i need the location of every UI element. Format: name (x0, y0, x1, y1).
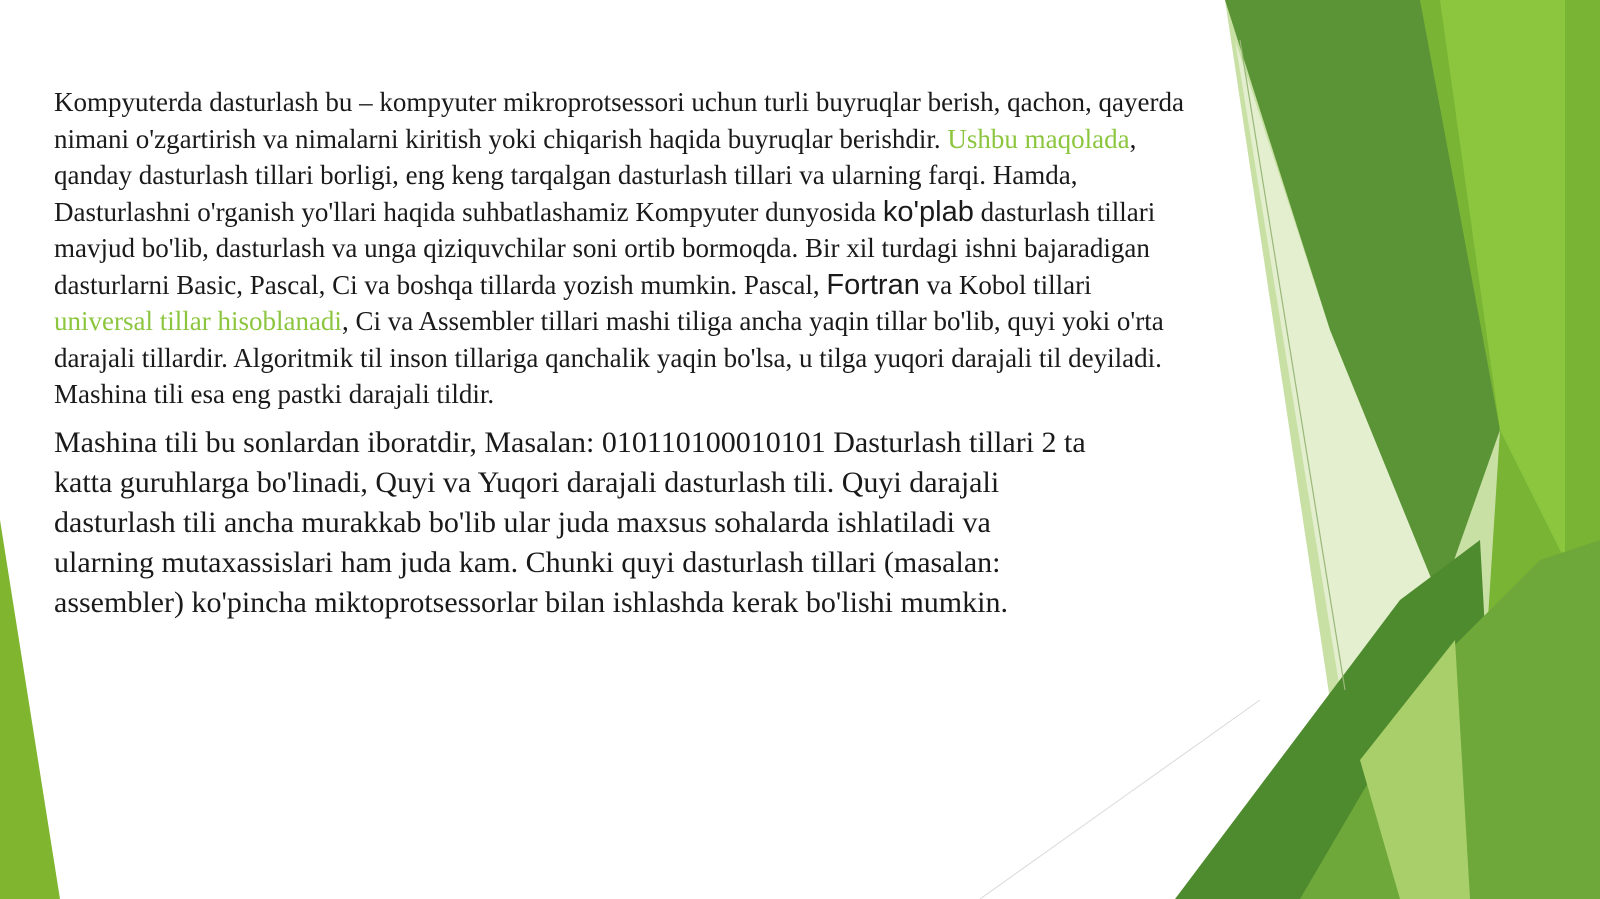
paragraph-machine-language: Mashina tili bu sonlardan iboratdir, Masalan: 010110100010101 Dasturlash tillari 2 ta katta guruhlarga bo'linadi, Quyi va Yuqori darajali dasturlash tili. Quyi darajali dasturlash tili ancha murakkab bo'lib ular juda maxsus sohalarda ishlatiladi va ularning mutaxassislari ham juda kam. Chunki quyi dasturlash tillari (masalan: assembler) ko'pincha miktoprotsessorlar bilan ishlashda kerak bo'lishi mumkin. (54, 425, 1086, 619)
slide-content (54, 84, 1194, 623)
link-ushbu-maqolada[interactable]: Ushbu maqolada (947, 123, 1130, 154)
word-koplab: ko'plab (882, 195, 974, 228)
word-fortran: Fortran (826, 268, 920, 301)
text-segment: dasturlash tillari mavjud bo'lib, dasturlash va unga qiziquvchilar soni ortib bormoqda. Bir xil turdagi ishni bajaradigan dasturlarni Basic, Pascal, Ci va boshqa tillarda yozish mumkin. Pascal, (54, 196, 1156, 300)
text-segment: Kompyuterda dasturlash bu – kompyuter mikroprotsessori uchun turli buyruqlar berish, qachon, qayerda nimani o'zgartirish va nimalarni kiritish yoki chiqarish haqida buyruqlar berishdir. (54, 87, 1184, 154)
text-segment: , Ci va Assembler tillari mashi tiliga ancha yaqin tillar bo'lib, quyi yoki o'rta darajali tillardir. Algoritmik til inson tillariga qanchalik yaqin bo'lsa, u tilga yuqori darajali til deyiladi. Mashina tili esa eng pastki darajali tildir. (54, 306, 1164, 409)
left-green-sliver (0, 520, 60, 899)
paragraph-programming-intro (54, 84, 1194, 413)
text-segment: , qanday dasturlash tillari borligi, eng keng tarqalgan dasturlash tillari va ularning farqi. Hamda, Dasturlashni o'rganish yo'llari haqida suhbatlashamiz Kompyuter dunyosida (54, 123, 1137, 227)
text-segment: va Kobol tillari (919, 269, 1092, 300)
link-universal-tillar[interactable]: universal tillar hisoblanadi (54, 306, 342, 336)
